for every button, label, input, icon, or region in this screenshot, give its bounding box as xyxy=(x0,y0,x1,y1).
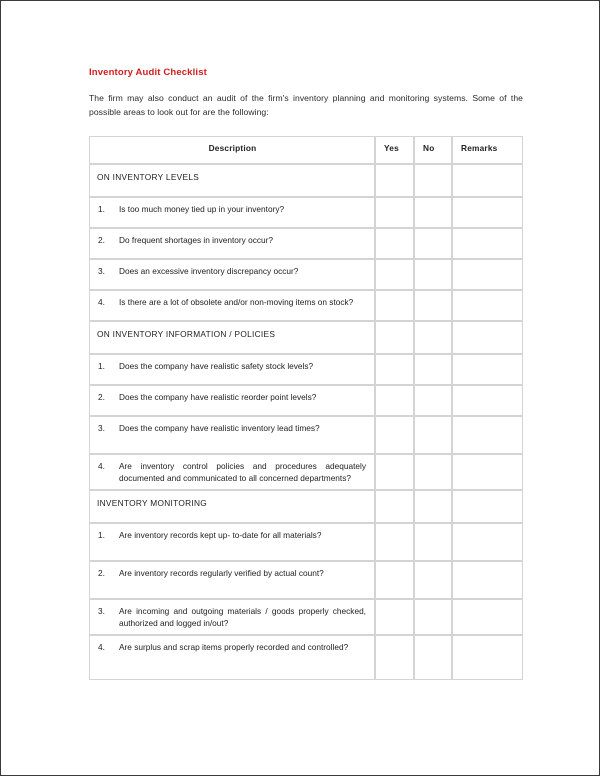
section-heading-inventory-information-policies: ON INVENTORY INFORMATION / POLICIES xyxy=(89,321,375,354)
question-cell xyxy=(89,354,375,385)
answer-no-cell[interactable] xyxy=(414,454,452,490)
item-number: 3. xyxy=(98,266,105,277)
item-number: 3. xyxy=(98,606,105,617)
page-title: Inventory Audit Checklist xyxy=(89,67,207,78)
table-row xyxy=(89,290,523,321)
item-number: 1. xyxy=(98,204,105,215)
answer-remarks-cell[interactable] xyxy=(452,228,523,259)
table-row xyxy=(89,561,523,599)
document-content xyxy=(89,67,523,680)
item-number: 1. xyxy=(98,530,105,541)
section-heading-inventory-levels: ON INVENTORY LEVELS xyxy=(89,164,375,197)
answer-remarks-cell[interactable] xyxy=(452,454,523,490)
section-no-cell[interactable] xyxy=(414,164,452,197)
question-cell xyxy=(89,290,375,321)
question-cell xyxy=(89,635,375,680)
answer-yes-cell[interactable] xyxy=(375,561,414,599)
answer-remarks-cell[interactable] xyxy=(452,197,523,228)
question-cell xyxy=(89,228,375,259)
item-number: 2. xyxy=(98,235,105,246)
answer-remarks-cell[interactable] xyxy=(452,385,523,416)
question-cell xyxy=(89,416,375,454)
item-text: Does an excessive inventory discrepancy occur? xyxy=(119,266,299,277)
column-header-no: No xyxy=(414,136,452,164)
answer-no-cell[interactable] xyxy=(414,599,452,635)
item-number: 4. xyxy=(98,461,105,472)
item-text: Are surplus and scrap items properly recorded and controlled? xyxy=(119,642,349,653)
section-yes-cell[interactable] xyxy=(375,490,414,523)
answer-no-cell[interactable] xyxy=(414,197,452,228)
answer-no-cell[interactable] xyxy=(414,523,452,561)
answer-remarks-cell[interactable] xyxy=(452,599,523,635)
item-number: 4. xyxy=(98,297,105,308)
item-text: Do frequent shortages in inventory occur? xyxy=(119,235,274,246)
question-cell xyxy=(89,454,375,490)
answer-yes-cell[interactable] xyxy=(375,454,414,490)
item-text: Does the company have realistic inventory lead times? xyxy=(119,423,320,434)
table-row xyxy=(89,197,523,228)
answer-remarks-cell[interactable] xyxy=(452,561,523,599)
answer-remarks-cell[interactable] xyxy=(452,416,523,454)
section-remarks-cell[interactable] xyxy=(452,164,523,197)
answer-yes-cell[interactable] xyxy=(375,635,414,680)
item-text: Does the company have realistic reorder point levels? xyxy=(119,392,317,403)
answer-yes-cell[interactable] xyxy=(375,354,414,385)
answer-yes-cell[interactable] xyxy=(375,290,414,321)
answer-no-cell[interactable] xyxy=(414,635,452,680)
table-row xyxy=(89,385,523,416)
section-heading-row xyxy=(89,164,523,197)
table-row xyxy=(89,523,523,561)
item-text: Are inventory control policies and procedures adequately documented and communicated to all concerned departments? xyxy=(119,461,366,484)
answer-yes-cell[interactable] xyxy=(375,416,414,454)
table-row xyxy=(89,259,523,290)
item-text: Is too much money tied up in your inventory? xyxy=(119,204,285,215)
answer-remarks-cell[interactable] xyxy=(452,523,523,561)
item-text: Are incoming and outgoing materials / goods properly checked, authorized and logged in/out? xyxy=(119,606,366,629)
answer-remarks-cell[interactable] xyxy=(452,354,523,385)
question-cell xyxy=(89,385,375,416)
item-text: Is there are a lot of obsolete and/or non-moving items on stock? xyxy=(119,297,354,308)
inventory-audit-checklist-table xyxy=(89,136,523,680)
answer-remarks-cell[interactable] xyxy=(452,635,523,680)
section-heading-inventory-monitoring: INVENTORY MONITORING xyxy=(89,490,375,523)
section-remarks-cell[interactable] xyxy=(452,490,523,523)
table-row xyxy=(89,635,523,680)
answer-no-cell[interactable] xyxy=(414,385,452,416)
answer-no-cell[interactable] xyxy=(414,416,452,454)
answer-no-cell[interactable] xyxy=(414,259,452,290)
item-text: Are inventory records kept up- to-date for all materials? xyxy=(119,530,322,541)
answer-yes-cell[interactable] xyxy=(375,259,414,290)
item-number: 2. xyxy=(98,392,105,403)
item-number: 2. xyxy=(98,568,105,579)
table-row xyxy=(89,599,523,635)
section-no-cell[interactable] xyxy=(414,490,452,523)
table-row xyxy=(89,454,523,490)
question-cell xyxy=(89,197,375,228)
answer-no-cell[interactable] xyxy=(414,290,452,321)
answer-yes-cell[interactable] xyxy=(375,228,414,259)
column-header-remarks: Remarks xyxy=(452,136,523,164)
item-text: Are inventory records regularly verified by actual count? xyxy=(119,568,324,579)
column-header-yes: Yes xyxy=(375,136,414,164)
section-yes-cell[interactable] xyxy=(375,164,414,197)
answer-remarks-cell[interactable] xyxy=(452,290,523,321)
answer-yes-cell[interactable] xyxy=(375,599,414,635)
answer-no-cell[interactable] xyxy=(414,228,452,259)
answer-no-cell[interactable] xyxy=(414,561,452,599)
intro-paragraph: The firm may also conduct an audit of the firm's inventory planning and monitoring systems. Some of the possible areas to look out for are the following: xyxy=(89,93,523,118)
column-header-description: Description xyxy=(89,136,375,164)
question-cell xyxy=(89,523,375,561)
question-cell xyxy=(89,599,375,635)
item-number: 4. xyxy=(98,642,105,653)
section-remarks-cell[interactable] xyxy=(452,321,523,354)
answer-yes-cell[interactable] xyxy=(375,197,414,228)
answer-yes-cell[interactable] xyxy=(375,523,414,561)
answer-remarks-cell[interactable] xyxy=(452,259,523,290)
table-row xyxy=(89,416,523,454)
section-heading-row xyxy=(89,321,523,354)
question-cell xyxy=(89,259,375,290)
section-heading-row xyxy=(89,490,523,523)
answer-no-cell[interactable] xyxy=(414,354,452,385)
table-row xyxy=(89,228,523,259)
table-row xyxy=(89,354,523,385)
section-yes-cell[interactable] xyxy=(375,321,414,354)
section-no-cell[interactable] xyxy=(414,321,452,354)
question-cell xyxy=(89,561,375,599)
answer-yes-cell[interactable] xyxy=(375,385,414,416)
item-number: 1. xyxy=(98,361,105,372)
table-header-row xyxy=(89,136,523,164)
item-number: 3. xyxy=(98,423,105,434)
item-text: Does the company have realistic safety stock levels? xyxy=(119,361,314,372)
